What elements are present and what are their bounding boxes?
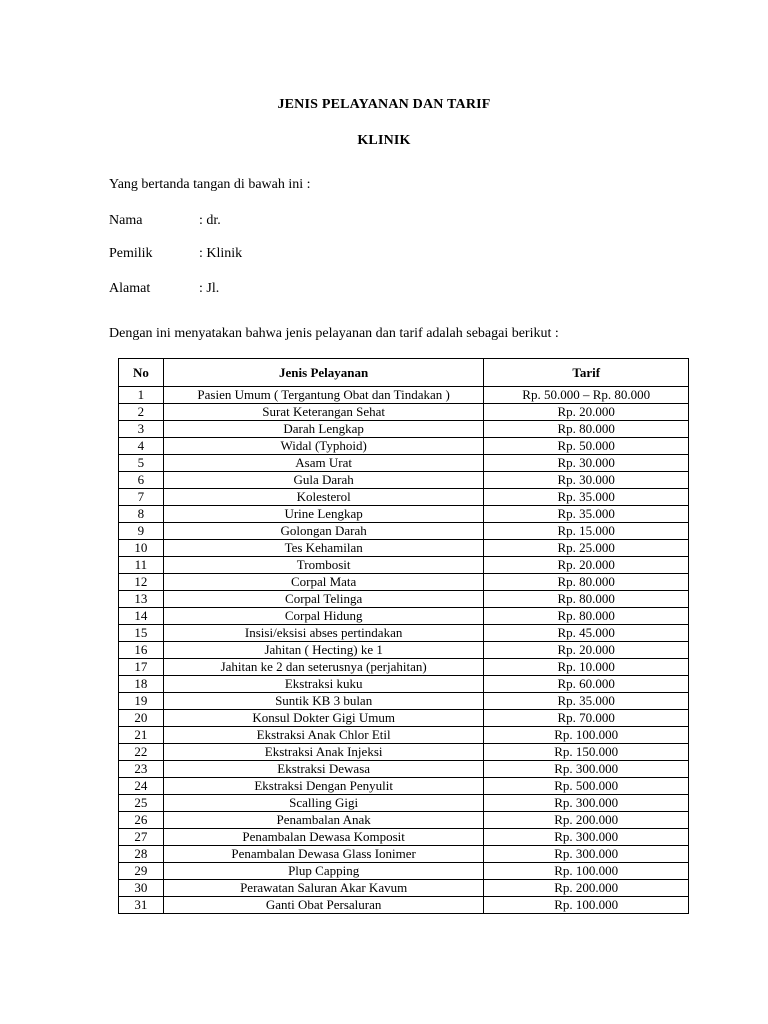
row-tarif: Rp. 200.000 (484, 880, 689, 897)
row-service: Ekstraksi Dengan Penyulit (163, 778, 484, 795)
row-tarif: Rp. 50.000 – Rp. 80.000 (484, 387, 689, 404)
row-service: Trombosit (163, 557, 484, 574)
row-tarif: Rp. 500.000 (484, 778, 689, 795)
table-row (119, 846, 689, 863)
row-no: 22 (119, 744, 164, 761)
row-no: 16 (119, 642, 164, 659)
row-no: 24 (119, 778, 164, 795)
row-service: Ekstraksi Anak Chlor Etil (163, 727, 484, 744)
row-service: Penambalan Anak (163, 812, 484, 829)
table-row (119, 472, 689, 489)
row-no: 7 (119, 489, 164, 506)
row-tarif: Rp. 30.000 (484, 472, 689, 489)
row-service: Ekstraksi kuku (163, 676, 484, 693)
table-row (119, 557, 689, 574)
intro-text: Yang bertanda tangan di bawah ini : (109, 177, 311, 192)
table-row (119, 659, 689, 676)
row-no: 1 (119, 387, 164, 404)
row-service: Ekstraksi Anak Injeksi (163, 744, 484, 761)
row-no: 12 (119, 574, 164, 591)
row-no: 17 (119, 659, 164, 676)
field-label-alamat: Alamat (109, 281, 151, 296)
table-row (119, 438, 689, 455)
table-row (119, 863, 689, 880)
row-tarif: Rp. 20.000 (484, 404, 689, 421)
table-row (119, 591, 689, 608)
row-service: Perawatan Saluran Akar Kavum (163, 880, 484, 897)
row-tarif: Rp. 80.000 (484, 421, 689, 438)
row-no: 26 (119, 812, 164, 829)
row-tarif: Rp. 60.000 (484, 676, 689, 693)
row-no: 31 (119, 897, 164, 914)
row-no: 9 (119, 523, 164, 540)
row-tarif: Rp. 300.000 (484, 829, 689, 846)
row-tarif: Rp. 300.000 (484, 761, 689, 778)
row-no: 21 (119, 727, 164, 744)
table-row (119, 540, 689, 557)
row-service: Golongan Darah (163, 523, 484, 540)
row-no: 10 (119, 540, 164, 557)
table-row (119, 693, 689, 710)
header-no: No (119, 359, 164, 387)
row-service: Suntik KB 3 bulan (163, 693, 484, 710)
row-tarif: Rp. 20.000 (484, 557, 689, 574)
table-row (119, 829, 689, 846)
row-no: 28 (119, 846, 164, 863)
field-label-pemilik: Pemilik (109, 246, 153, 261)
table-row (119, 608, 689, 625)
row-no: 13 (119, 591, 164, 608)
row-tarif: Rp. 150.000 (484, 744, 689, 761)
field-label-nama: Nama (109, 213, 143, 228)
row-no: 18 (119, 676, 164, 693)
row-service: Tes Kehamilan (163, 540, 484, 557)
row-no: 5 (119, 455, 164, 472)
row-tarif: Rp. 200.000 (484, 812, 689, 829)
row-service: Konsul Dokter Gigi Umum (163, 710, 484, 727)
row-no: 27 (119, 829, 164, 846)
row-tarif: Rp. 10.000 (484, 659, 689, 676)
row-service: Widal (Typhoid) (163, 438, 484, 455)
row-no: 2 (119, 404, 164, 421)
table-row (119, 625, 689, 642)
row-tarif: Rp. 25.000 (484, 540, 689, 557)
row-tarif: Rp. 100.000 (484, 727, 689, 744)
row-tarif: Rp. 35.000 (484, 693, 689, 710)
row-tarif: Rp. 35.000 (484, 506, 689, 523)
row-no: 6 (119, 472, 164, 489)
row-tarif: Rp. 100.000 (484, 897, 689, 914)
row-tarif: Rp. 300.000 (484, 795, 689, 812)
row-no: 19 (119, 693, 164, 710)
row-tarif: Rp. 45.000 (484, 625, 689, 642)
row-service: Asam Urat (163, 455, 484, 472)
row-service: Penambalan Dewasa Glass Ionimer (163, 846, 484, 863)
row-service: Darah Lengkap (163, 421, 484, 438)
table-row (119, 676, 689, 693)
table-row (119, 489, 689, 506)
table-row (119, 574, 689, 591)
field-value-nama: : dr. (199, 213, 221, 228)
row-no: 14 (119, 608, 164, 625)
row-service: Urine Lengkap (163, 506, 484, 523)
table-row (119, 506, 689, 523)
row-tarif: Rp. 35.000 (484, 489, 689, 506)
table-body (119, 387, 689, 914)
row-no: 20 (119, 710, 164, 727)
header-service: Jenis Pelayanan (163, 359, 484, 387)
row-tarif: Rp. 80.000 (484, 574, 689, 591)
row-service: Surat Keterangan Sehat (163, 404, 484, 421)
row-no: 29 (119, 863, 164, 880)
row-tarif: Rp. 70.000 (484, 710, 689, 727)
row-service: Jahitan ( Hecting) ke 1 (163, 642, 484, 659)
row-no: 4 (119, 438, 164, 455)
row-service: Jahitan ke 2 dan seterusnya (perjahitan) (163, 659, 484, 676)
row-no: 30 (119, 880, 164, 897)
table-row (119, 880, 689, 897)
row-service: Scalling Gigi (163, 795, 484, 812)
row-service: Corpal Telinga (163, 591, 484, 608)
row-tarif: Rp. 15.000 (484, 523, 689, 540)
header-tarif: Tarif (484, 359, 689, 387)
table-row (119, 455, 689, 472)
row-service: Ganti Obat Persaluran (163, 897, 484, 914)
field-value-alamat: : Jl. (199, 281, 220, 296)
table-row (119, 387, 689, 404)
document-subtitle: KLINIK (357, 133, 411, 148)
table-row (119, 761, 689, 778)
statement-text: Dengan ini menyatakan bahwa jenis pelayanan dan tarif adalah sebagai berikut : (109, 326, 559, 341)
row-service: Penambalan Dewasa Komposit (163, 829, 484, 846)
row-tarif: Rp. 50.000 (484, 438, 689, 455)
table-header-row (119, 359, 689, 387)
table-row (119, 421, 689, 438)
table-row (119, 897, 689, 914)
field-value-pemilik: : Klinik (199, 246, 243, 261)
row-tarif: Rp. 20.000 (484, 642, 689, 659)
table-row (119, 778, 689, 795)
table-row (119, 523, 689, 540)
table-row (119, 795, 689, 812)
row-service: Gula Darah (163, 472, 484, 489)
row-no: 25 (119, 795, 164, 812)
row-tarif: Rp. 300.000 (484, 846, 689, 863)
row-no: 8 (119, 506, 164, 523)
tarif-table (118, 358, 689, 914)
row-no: 3 (119, 421, 164, 438)
row-service: Plup Capping (163, 863, 484, 880)
row-tarif: Rp. 80.000 (484, 608, 689, 625)
table-row (119, 404, 689, 421)
row-service: Corpal Hidung (163, 608, 484, 625)
row-service: Pasien Umum ( Tergantung Obat dan Tindakan ) (163, 387, 484, 404)
row-service: Kolesterol (163, 489, 484, 506)
table-row (119, 710, 689, 727)
table-row (119, 744, 689, 761)
table-row (119, 727, 689, 744)
document-title: JENIS PELAYANAN DAN TARIF (277, 97, 491, 112)
row-tarif: Rp. 30.000 (484, 455, 689, 472)
row-no: 15 (119, 625, 164, 642)
table-row (119, 812, 689, 829)
row-no: 11 (119, 557, 164, 574)
row-tarif: Rp. 100.000 (484, 863, 689, 880)
row-tarif: Rp. 80.000 (484, 591, 689, 608)
row-service: Insisi/eksisi abses pertindakan (163, 625, 484, 642)
row-service: Ekstraksi Dewasa (163, 761, 484, 778)
row-no: 23 (119, 761, 164, 778)
row-service: Corpal Mata (163, 574, 484, 591)
table-row (119, 642, 689, 659)
